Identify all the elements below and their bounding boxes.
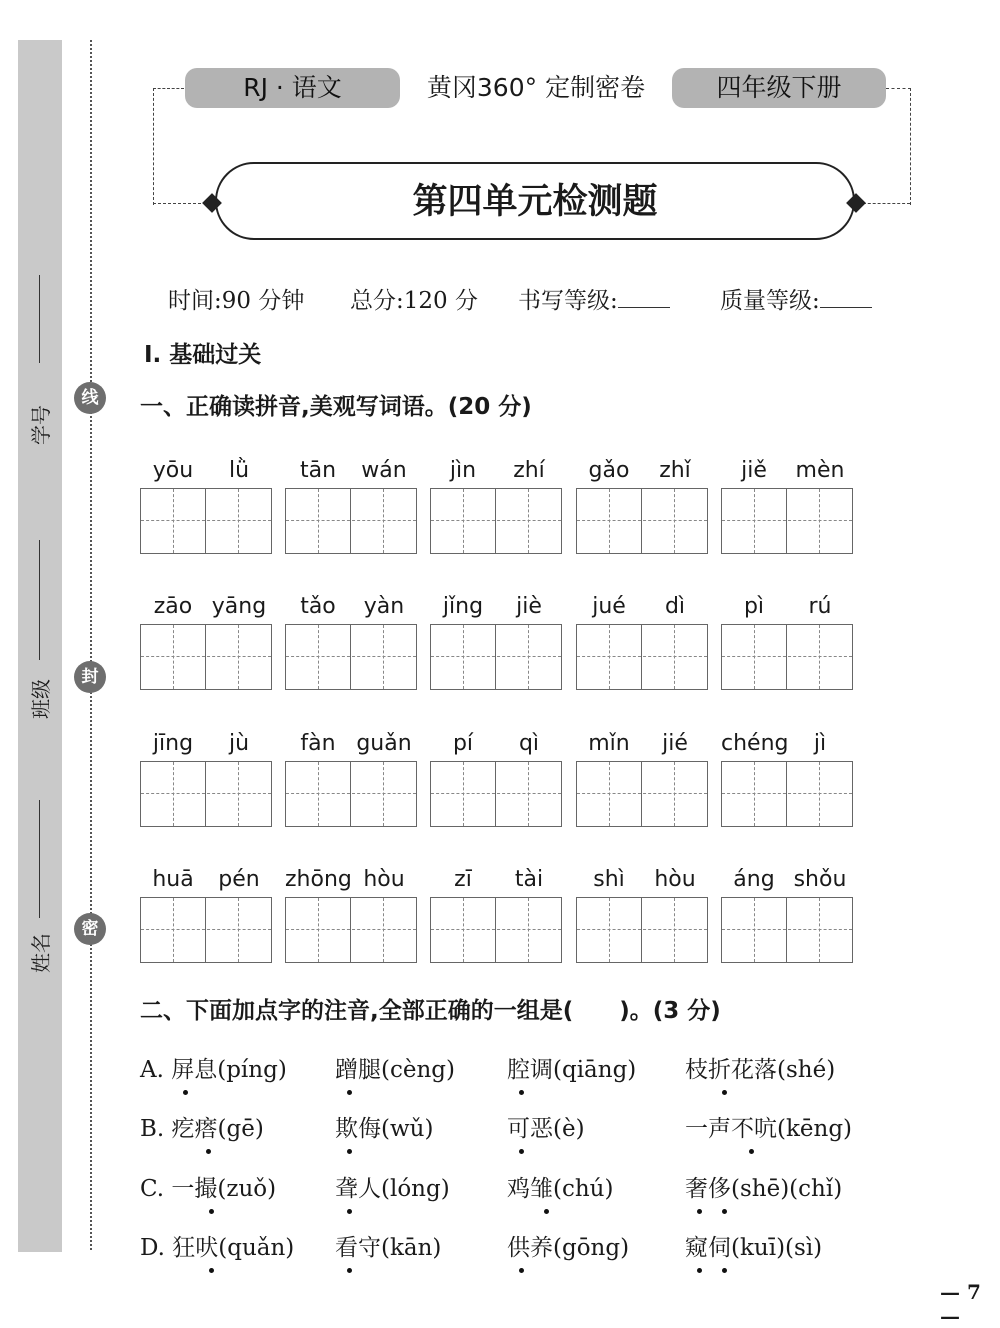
writing-box[interactable] bbox=[140, 897, 272, 963]
emphasis-dot bbox=[544, 1209, 549, 1214]
box-guide-line bbox=[495, 898, 496, 962]
section-heading: Ⅰ. 基础过关 bbox=[144, 342, 262, 368]
pinyin-label: mǐn bbox=[588, 731, 630, 756]
box-guide-line bbox=[641, 489, 642, 553]
pinyin-label: jǐng bbox=[442, 594, 484, 619]
box-guide-line bbox=[350, 898, 351, 962]
pinyin-label: wán bbox=[361, 458, 407, 483]
option-item[interactable]: A. 屏息(píng) bbox=[140, 1057, 287, 1083]
box-guide-line bbox=[286, 929, 416, 930]
box-guide-line bbox=[495, 625, 496, 689]
writing-box[interactable] bbox=[721, 761, 853, 827]
writing-box[interactable] bbox=[430, 761, 562, 827]
box-guide-line bbox=[205, 762, 206, 826]
box-guide-line bbox=[141, 520, 271, 521]
box-guide-line bbox=[577, 656, 707, 657]
emphasis-dot bbox=[519, 1149, 524, 1154]
page-title: 第四单元检测题 bbox=[215, 162, 855, 240]
pinyin-label: mèn bbox=[795, 458, 845, 483]
box-guide-line bbox=[383, 489, 384, 553]
box-guide-line bbox=[286, 793, 416, 794]
box-guide-line bbox=[173, 625, 174, 689]
option-item: 供养(gōng) bbox=[507, 1235, 630, 1261]
box-guide-line bbox=[463, 898, 464, 962]
box-guide-line bbox=[786, 898, 787, 962]
frame-left-dashes bbox=[153, 88, 184, 205]
pinyin-label: huā bbox=[152, 867, 194, 892]
box-guide-line bbox=[350, 489, 351, 553]
box-guide-line bbox=[819, 762, 820, 826]
box-guide-line bbox=[463, 762, 464, 826]
emphasis-dot bbox=[519, 1090, 524, 1095]
pinyin-label: jù bbox=[228, 731, 250, 756]
quality-grade-label: 质量等级: bbox=[720, 288, 820, 314]
pinyin-label: pén bbox=[218, 867, 260, 892]
box-guide-line bbox=[577, 793, 707, 794]
time-info: 时间:90 分钟 bbox=[168, 288, 305, 314]
box-guide-line bbox=[819, 489, 820, 553]
box-guide-line bbox=[141, 656, 271, 657]
pinyin-label: jì bbox=[813, 731, 827, 756]
pinyin-label: tǎo bbox=[300, 594, 336, 619]
writing-box[interactable] bbox=[140, 761, 272, 827]
box-guide-line bbox=[674, 898, 675, 962]
pinyin-label: yàn bbox=[363, 594, 405, 619]
pinyin-label: áng bbox=[733, 867, 775, 892]
box-guide-line bbox=[786, 489, 787, 553]
box-guide-line bbox=[173, 898, 174, 962]
pinyin-label: pí bbox=[452, 731, 474, 756]
pinyin-label: gǎo bbox=[588, 458, 630, 483]
pinyin-label: yāng bbox=[211, 594, 267, 619]
total-score-info: 总分:120 分 bbox=[350, 288, 478, 314]
pinyin-label: zī bbox=[454, 867, 472, 892]
box-guide-line bbox=[350, 625, 351, 689]
pinyin-label: jìn bbox=[449, 458, 477, 483]
pinyin-label: lǜ bbox=[228, 458, 250, 483]
box-guide-line bbox=[383, 625, 384, 689]
box-guide-line bbox=[173, 762, 174, 826]
option-item: 聋人(lóng) bbox=[335, 1176, 450, 1202]
box-guide-line bbox=[754, 489, 755, 553]
emphasis-dot bbox=[183, 1090, 188, 1095]
writing-box[interactable] bbox=[721, 624, 853, 690]
pinyin-label: tān bbox=[299, 458, 337, 483]
box-guide-line bbox=[318, 625, 319, 689]
emphasis-dot bbox=[347, 1149, 352, 1154]
option-item: 窥伺(kuī)(sì) bbox=[685, 1235, 823, 1261]
series-name: 黄冈360° 定制密卷 bbox=[426, 73, 646, 102]
pinyin-label: jié bbox=[662, 731, 688, 756]
box-guide-line bbox=[238, 898, 239, 962]
box-guide-line bbox=[318, 762, 319, 826]
writing-box[interactable] bbox=[285, 897, 417, 963]
frame-right-dashes bbox=[886, 88, 911, 205]
class-line bbox=[39, 540, 40, 660]
box-guide-line bbox=[286, 656, 416, 657]
pinyin-label: dì bbox=[664, 594, 686, 619]
box-guide-line bbox=[674, 762, 675, 826]
emphasis-dot bbox=[722, 1209, 727, 1214]
writing-box[interactable] bbox=[140, 488, 272, 554]
writing-box[interactable] bbox=[285, 488, 417, 554]
box-guide-line bbox=[495, 489, 496, 553]
box-guide-line bbox=[173, 489, 174, 553]
box-guide-line bbox=[528, 898, 529, 962]
box-guide-line bbox=[141, 793, 271, 794]
q1-title: 一、正确读拼音,美观写词语。(20 分) bbox=[140, 394, 532, 420]
student-number-label: 学号 bbox=[29, 405, 53, 445]
box-guide-line bbox=[431, 520, 561, 521]
box-guide-line bbox=[238, 489, 239, 553]
q2-title: 二、下面加点字的注音,全部正确的一组是( )。(3 分) bbox=[140, 998, 721, 1024]
option-item: 奢侈(shē)(chǐ) bbox=[685, 1176, 843, 1202]
writing-box[interactable] bbox=[721, 488, 853, 554]
box-guide-line bbox=[205, 489, 206, 553]
option-item[interactable]: B. 疙瘩(gē) bbox=[140, 1116, 264, 1142]
pinyin-label: jué bbox=[592, 594, 626, 619]
pinyin-label: hòu bbox=[363, 867, 405, 892]
grade-pill: 四年级下册 bbox=[672, 68, 886, 108]
box-guide-line bbox=[609, 898, 610, 962]
box-guide-line bbox=[463, 489, 464, 553]
box-guide-line bbox=[318, 898, 319, 962]
box-guide-line bbox=[528, 489, 529, 553]
emphasis-dot bbox=[722, 1268, 727, 1273]
emphasis-dot bbox=[347, 1268, 352, 1273]
pinyin-label: shì bbox=[593, 867, 625, 892]
pinyin-label: fàn bbox=[300, 731, 336, 756]
pinyin-label: qì bbox=[518, 731, 540, 756]
writing-box[interactable] bbox=[285, 624, 417, 690]
writing-box[interactable] bbox=[576, 624, 708, 690]
box-guide-line bbox=[286, 520, 416, 521]
option-item: 可恶(è) bbox=[507, 1116, 585, 1142]
quality-grade bbox=[720, 282, 872, 320]
pinyin-label: chéng bbox=[721, 731, 789, 756]
box-guide-line bbox=[722, 656, 852, 657]
pinyin-label: tài bbox=[514, 867, 544, 892]
quality-grade-blank[interactable] bbox=[820, 283, 872, 308]
box-guide-line bbox=[238, 762, 239, 826]
box-guide-line bbox=[238, 625, 239, 689]
box-guide-line bbox=[528, 625, 529, 689]
writing-grade bbox=[518, 282, 670, 320]
margin-circle-mi: 密 bbox=[74, 913, 106, 945]
writing-box[interactable] bbox=[430, 897, 562, 963]
student-number-line bbox=[39, 275, 40, 363]
box-guide-line bbox=[141, 929, 271, 930]
writing-box[interactable] bbox=[430, 624, 562, 690]
pinyin-label: hòu bbox=[654, 867, 696, 892]
emphasis-dot bbox=[519, 1268, 524, 1273]
box-guide-line bbox=[722, 520, 852, 521]
option-item: 枝折花落(shé) bbox=[685, 1057, 836, 1083]
box-guide-line bbox=[205, 625, 206, 689]
option-item: 腔调(qiāng) bbox=[507, 1057, 637, 1083]
frame-right-connector bbox=[858, 203, 910, 204]
box-guide-line bbox=[722, 929, 852, 930]
option-item: 一声不吭(kēng) bbox=[685, 1116, 853, 1142]
writing-box[interactable] bbox=[576, 897, 708, 963]
box-guide-line bbox=[528, 762, 529, 826]
option-item: 欺侮(wǔ) bbox=[335, 1116, 434, 1142]
pinyin-label: zhí bbox=[513, 458, 545, 483]
writing-box[interactable] bbox=[576, 761, 708, 827]
box-guide-line bbox=[754, 898, 755, 962]
emphasis-dot bbox=[347, 1090, 352, 1095]
option-item: 看守(kān) bbox=[335, 1235, 442, 1261]
writing-box[interactable] bbox=[721, 897, 853, 963]
emphasis-dot bbox=[722, 1090, 727, 1095]
box-guide-line bbox=[754, 762, 755, 826]
box-guide-line bbox=[819, 625, 820, 689]
margin-circle-feng: 封 bbox=[74, 661, 106, 693]
pinyin-label: rú bbox=[808, 594, 832, 619]
pinyin-label: guǎn bbox=[356, 731, 412, 756]
box-guide-line bbox=[754, 625, 755, 689]
emphasis-dot bbox=[749, 1149, 754, 1154]
pinyin-label: pì bbox=[743, 594, 765, 619]
box-guide-line bbox=[674, 489, 675, 553]
margin-circle-xian: 线 bbox=[74, 382, 106, 414]
box-guide-line bbox=[786, 625, 787, 689]
subject-pill: RJ · 语文 bbox=[185, 68, 400, 108]
emphasis-dot bbox=[697, 1268, 702, 1273]
box-guide-line bbox=[641, 625, 642, 689]
page-number: — 7 — bbox=[940, 1280, 981, 1328]
box-guide-line bbox=[786, 762, 787, 826]
pinyin-label: jīng bbox=[152, 731, 194, 756]
name-line bbox=[39, 800, 40, 918]
writing-box[interactable] bbox=[430, 488, 562, 554]
option-item[interactable]: C. 一撮(zuǒ) bbox=[140, 1176, 277, 1202]
name-label: 姓名 bbox=[29, 933, 53, 973]
pinyin-label: zhōng bbox=[285, 867, 352, 892]
emphasis-dot bbox=[209, 1268, 214, 1273]
binding-strip bbox=[18, 40, 62, 1252]
box-guide-line bbox=[722, 793, 852, 794]
box-guide-line bbox=[318, 489, 319, 553]
writing-grade-label: 书写等级: bbox=[518, 288, 618, 314]
pinyin-label: yōu bbox=[152, 458, 194, 483]
box-guide-line bbox=[463, 625, 464, 689]
box-guide-line bbox=[205, 898, 206, 962]
box-guide-line bbox=[431, 656, 561, 657]
writing-box[interactable] bbox=[140, 624, 272, 690]
box-guide-line bbox=[577, 929, 707, 930]
writing-box[interactable] bbox=[576, 488, 708, 554]
box-guide-line bbox=[495, 762, 496, 826]
writing-box[interactable] bbox=[285, 761, 417, 827]
class-label: 班级 bbox=[29, 679, 53, 719]
box-guide-line bbox=[383, 762, 384, 826]
pinyin-label: zāo bbox=[153, 594, 193, 619]
option-item: 鸡雏(chú) bbox=[507, 1176, 614, 1202]
option-item[interactable]: D. 狂吠(quǎn) bbox=[140, 1235, 295, 1261]
pinyin-label: zhǐ bbox=[659, 458, 691, 483]
box-guide-line bbox=[431, 793, 561, 794]
box-guide-line bbox=[641, 762, 642, 826]
option-item: 蹭腿(cèng) bbox=[335, 1057, 455, 1083]
pinyin-label: jiě bbox=[741, 458, 767, 483]
emphasis-dot bbox=[206, 1149, 211, 1154]
box-guide-line bbox=[674, 625, 675, 689]
emphasis-dot bbox=[347, 1209, 352, 1214]
box-guide-line bbox=[383, 898, 384, 962]
box-guide-line bbox=[819, 898, 820, 962]
pinyin-label: shǒu bbox=[793, 867, 847, 892]
cut-line bbox=[90, 40, 92, 1250]
box-guide-line bbox=[609, 489, 610, 553]
writing-grade-blank[interactable] bbox=[618, 283, 670, 308]
box-guide-line bbox=[431, 929, 561, 930]
box-guide-line bbox=[641, 898, 642, 962]
pinyin-label: jiè bbox=[516, 594, 542, 619]
box-guide-line bbox=[609, 762, 610, 826]
box-guide-line bbox=[609, 625, 610, 689]
box-guide-line bbox=[577, 520, 707, 521]
emphasis-dot bbox=[697, 1209, 702, 1214]
emphasis-dot bbox=[209, 1209, 214, 1214]
box-guide-line bbox=[350, 762, 351, 826]
